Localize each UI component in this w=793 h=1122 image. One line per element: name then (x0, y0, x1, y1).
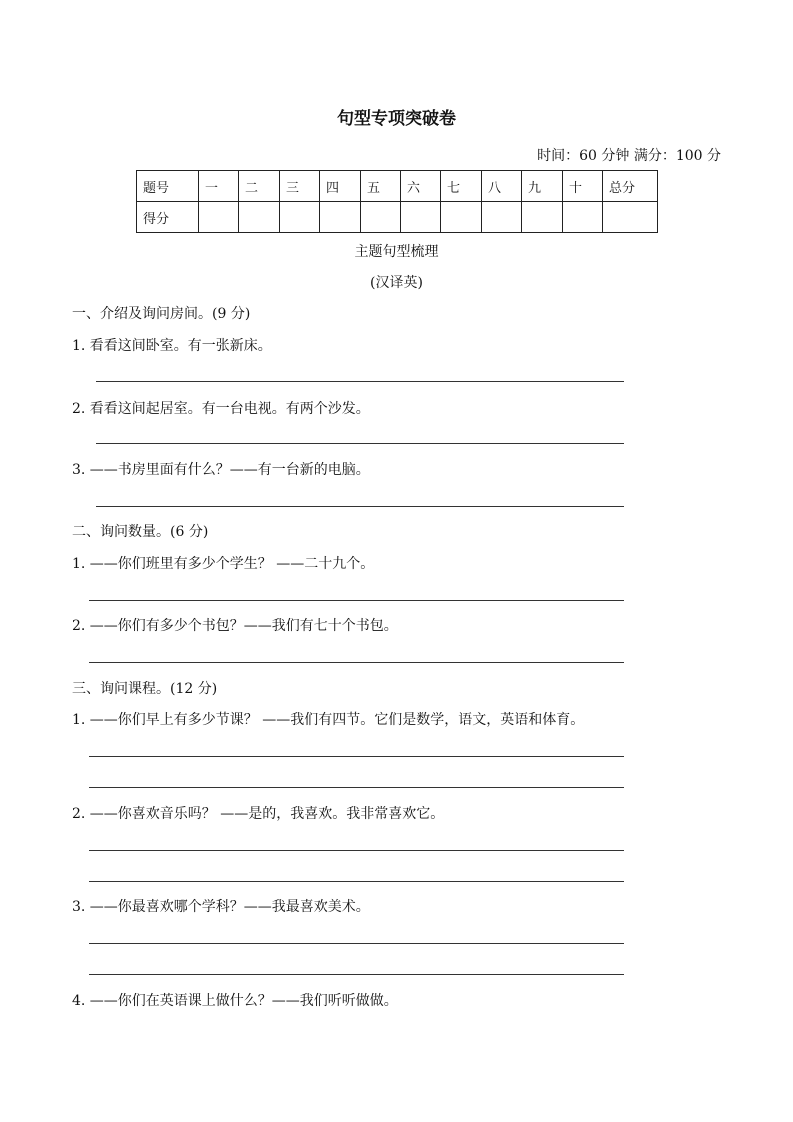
answer-line[interactable] (89, 850, 624, 851)
score-header-cell: 一 (199, 171, 239, 202)
score-row-label: 得分 (137, 202, 199, 233)
score-table (136, 170, 658, 233)
score-header-cell: 三 (280, 171, 320, 202)
question-3-4: 4. ——你们在英语课上做什么？——我们听听做做。 (72, 993, 398, 1009)
question-1-3: 3. ——书房里面有什么？——有一台新的电脑。 (72, 462, 370, 478)
score-cell[interactable] (239, 202, 280, 233)
question-1-1: 1. 看看这间卧室。有一张新床。 (72, 338, 272, 354)
score-cell[interactable] (280, 202, 320, 233)
score-cell[interactable] (603, 202, 658, 233)
answer-line[interactable] (89, 600, 624, 601)
score-header-cell: 五 (361, 171, 401, 202)
score-header-cell: 九 (522, 171, 563, 202)
score-cell[interactable] (320, 202, 361, 233)
question-3-1: 1. ——你们早上有多少节课？ ——我们有四节。它们是数学，语文，英语和体育。 (72, 712, 585, 728)
score-header-cell: 十 (563, 171, 603, 202)
question-3-3: 3. ——你最喜欢哪个学科？——我最喜欢美术。 (72, 899, 370, 915)
question-2-2: 2. ——你们有多少个书包？——我们有七十个书包。 (72, 618, 398, 634)
score-cell[interactable] (482, 202, 522, 233)
answer-line[interactable] (89, 756, 624, 757)
section-subheading: (汉译英) (370, 275, 423, 291)
section-2-title: 二、询问数量。(6 分) (72, 524, 209, 540)
score-header-cell: 七 (441, 171, 482, 202)
score-cell[interactable] (563, 202, 603, 233)
score-table-header-row (137, 171, 658, 202)
score-header-cell: 二 (239, 171, 280, 202)
section-3-title: 三、询问课程。(12 分) (72, 681, 218, 697)
answer-line[interactable] (89, 943, 624, 944)
score-table-score-row (137, 202, 658, 233)
question-3-2: 2. ——你喜欢音乐吗？ ——是的，我喜欢。我非常喜欢它。 (72, 806, 445, 822)
answer-line[interactable] (96, 506, 624, 507)
page-title: 句型专项突破卷 (337, 109, 456, 129)
score-header-cell: 总分 (603, 171, 658, 202)
answer-line[interactable] (96, 381, 624, 382)
score-cell[interactable] (401, 202, 441, 233)
score-cell[interactable] (361, 202, 401, 233)
question-2-1: 1. ——你们班里有多少个学生？ ——二十九个。 (72, 556, 375, 572)
section-heading: 主题句型梳理 (354, 244, 439, 260)
score-cell[interactable] (441, 202, 482, 233)
exam-meta: 时间：60 分钟 满分：100 分 (537, 148, 721, 164)
answer-line[interactable] (89, 787, 624, 788)
score-cell[interactable] (522, 202, 563, 233)
score-header-cell: 四 (320, 171, 361, 202)
answer-line[interactable] (89, 974, 624, 975)
score-cell[interactable] (199, 202, 239, 233)
score-header-cell: 题号 (137, 171, 199, 202)
answer-line[interactable] (89, 881, 624, 882)
question-1-2: 2. 看看这间起居室。有一台电视。有两个沙发。 (72, 401, 370, 417)
score-header-cell: 六 (401, 171, 441, 202)
section-1-title: 一、介绍及询问房间。(9 分) (72, 306, 251, 322)
answer-line[interactable] (96, 443, 624, 444)
score-header-cell: 八 (482, 171, 522, 202)
answer-line[interactable] (89, 662, 624, 663)
